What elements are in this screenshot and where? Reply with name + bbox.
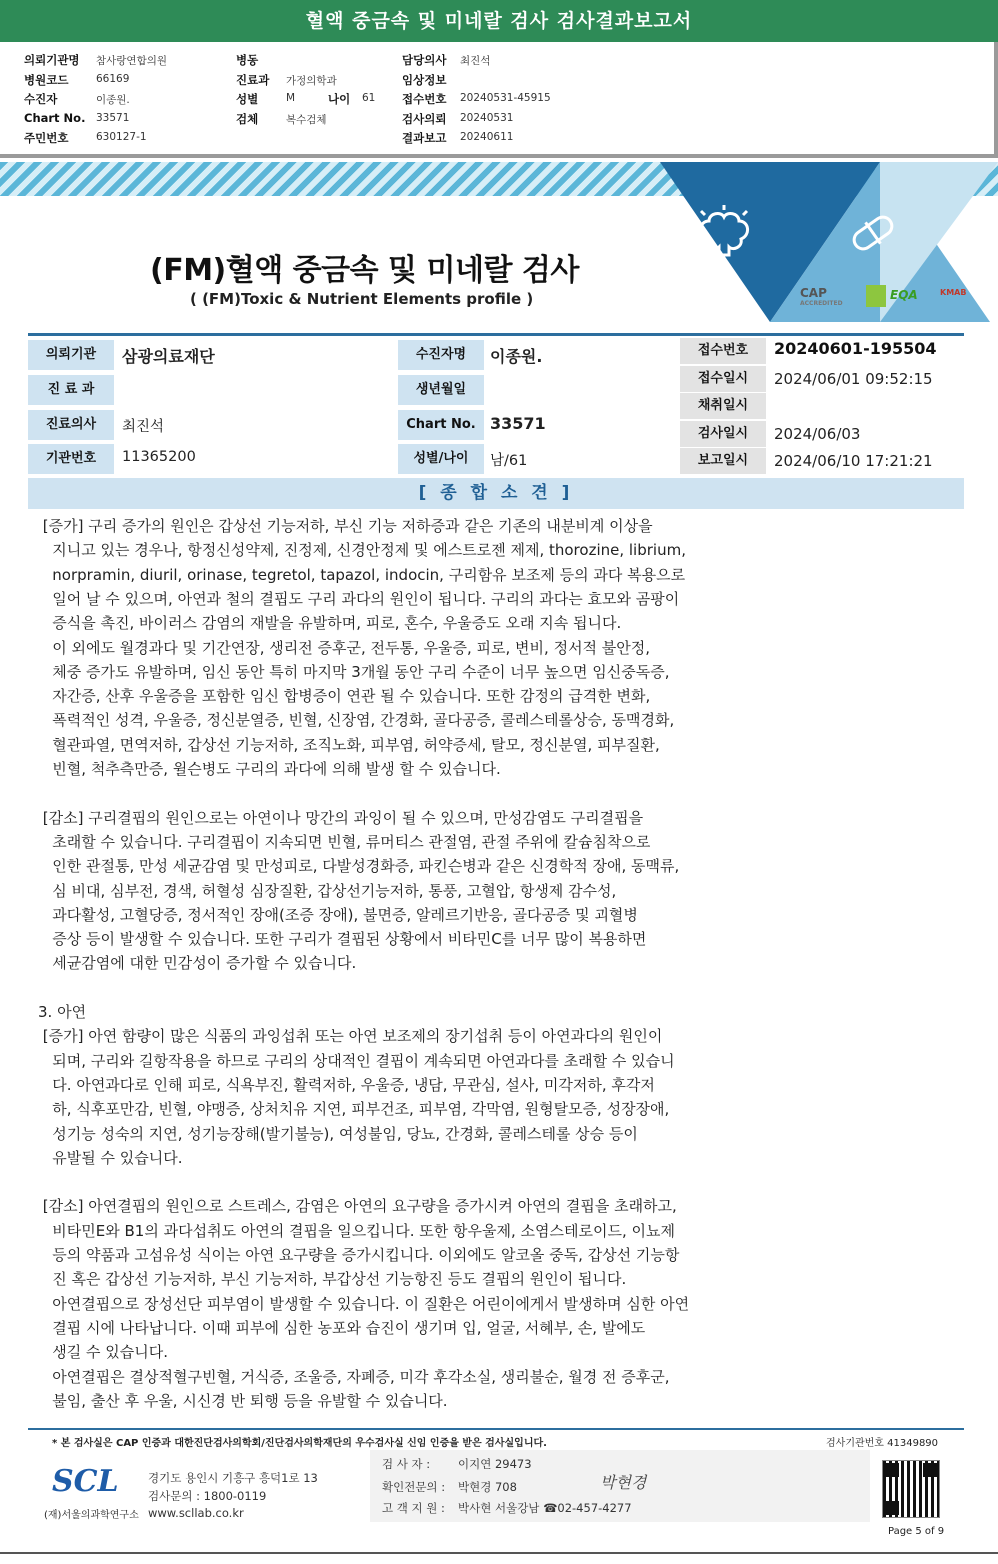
header-field-value: 20240611 — [460, 131, 514, 143]
chart-label: Chart No. — [398, 410, 484, 440]
doctor-value: 최진석 — [122, 419, 165, 435]
pill-icon — [848, 210, 898, 256]
header-field-value: 20240531 — [460, 111, 514, 124]
summary-text-line: 진 혹은 갑상선 기능저하, 부신 기능저하, 부갑상선 기능항진 등도 결핍의 원인이 됩니다. — [38, 1270, 627, 1289]
summary-text-line: 과다활성, 고혈당증, 정서적인 장애(조증 장애), 불면증, 알레르기반응, 골다공증 및 괴혈병 — [38, 905, 638, 924]
sexage-value: 남/61 — [490, 453, 528, 469]
receipt-no-value: 20240601-195504 — [774, 339, 937, 358]
report-date-value: 2024/06/10 17:21:21 — [774, 452, 933, 470]
test-date-value: 2024/06/03 — [774, 425, 861, 443]
summary-text-line: 되며, 구리와 길항작용을 하므로 구리의 상대적인 결핍이 계속되면 아연과다를 초래할 수 있습니 — [38, 1051, 675, 1070]
receipt-date-value: 2024/06/01 09:52:15 — [774, 370, 933, 388]
institution-value: 삼광의료재단 — [122, 347, 215, 366]
lab-number: 검사기관번호 41349890 — [826, 1438, 939, 1449]
scl-logo: SCL — [52, 1464, 119, 1499]
eqa-logo: EQA — [890, 288, 918, 302]
summary-text-line: 증상 등이 발생할 수 있습니다. 또한 구리가 결핍된 상황에서 비타민C를 너무 많이 복용하면 — [38, 930, 647, 949]
summary-text-line: 불임, 출산 후 우울, 시신경 반 퇴행 등을 유발할 수 있습니다. — [38, 1391, 448, 1410]
summary-text-line: 하, 식후포만감, 빈혈, 야맹증, 상처치유 지연, 피부건조, 피부염, 각막염, 원형탈모증, 성장장애, — [38, 1100, 670, 1119]
header-field-label: 결과보고 — [402, 131, 447, 145]
summary-text-line: [증가] 아연 함량이 많은 식품의 과잉섭취 또는 아연 보조제의 장기섭취 등이 아연과다의 원인이 — [38, 1027, 663, 1046]
header-field-value: 참사랑연합의원 — [96, 55, 168, 67]
header-field-value: M — [286, 92, 296, 104]
scl-name: (재)서울의과학연구소 — [44, 1510, 139, 1521]
header-field-label: 주민번호 — [24, 131, 69, 145]
header-field-label: 임상정보 — [402, 72, 447, 87]
header-field-label: 병동 — [236, 53, 259, 67]
support-value: 박사현 서울강남 ☎02-457-4277 — [458, 1501, 632, 1515]
receipt-date-label: 접수일시 — [680, 366, 766, 392]
info-table-rule — [28, 333, 964, 336]
summary-title: [ 종 합 소 견 ] — [418, 483, 574, 503]
summary-text-line: 등의 약품과 고섬유성 식이는 아연 요구량을 증가시킵니다. 이외에도 알코올 중독, 갑상선 기능항 — [38, 1246, 680, 1264]
summary-text-line: [감소] 구리결핍의 원인으로는 아연이나 망간의 과잉이 될 수 있으며, 만성감염도 구리결핍을 — [38, 808, 644, 827]
header-field-value: 복수검체 — [286, 113, 327, 126]
inst-no-label: 기관번호 — [28, 444, 114, 474]
cap-accredited-text: ACCREDITED — [800, 300, 843, 307]
summary-text-line: 결핍 시에 나타납니다. 이때 피부에 심한 농포와 습진이 생기며 입, 얼굴, 서혜부, 손, 발에도 — [38, 1318, 646, 1337]
header-field-label: 담당의사 — [402, 53, 447, 67]
header-field-label: 진료과 — [236, 72, 270, 87]
lm-logo — [866, 285, 886, 307]
dob-label: 생년월일 — [398, 375, 484, 405]
summary-text-line: 인한 관절통, 만성 세균감염 및 만성피로, 다발성경화증, 파킨슨병과 같은 신경학적 장애, 동맥류, — [38, 857, 680, 876]
header-field-label: 의뢰기관명 — [24, 53, 80, 67]
summary-text-line: 체중 증가도 유발하며, 임신 동안 특히 마지막 3개월 동안 구리 수준이 너무 높으면 임신중독증, — [38, 662, 670, 681]
cap-logo: CAP — [800, 286, 827, 300]
summary-text-line: 성기능 성숙의 지연, 성기능장해(발기불능), 여성불임, 당뇨, 간경화, 콜레스테롤 상승 등이 — [38, 1124, 638, 1143]
summary-text-line: 심 비대, 심부전, 경색, 허혈성 심장질환, 갑상선기능저하, 통풍, 고혈압, 항생제 감수성, — [38, 881, 617, 900]
signature: 박현경 — [600, 1473, 647, 1492]
page-bottom-rule — [0, 1552, 998, 1554]
summary-text-line: [감소] 아연결핍의 원인으로 스트레스, 감염은 아연의 요구량을 증가시켜 아연의 결핍을 초래하고, — [38, 1197, 677, 1216]
header-field-label: 수진자 — [24, 92, 58, 106]
page-title: (FM)혈액 중금속 및 미네랄 검사 — [150, 253, 579, 288]
header-field-label: Chart No. — [24, 110, 86, 125]
test-date-label: 검사일시 — [680, 421, 766, 447]
header-field-value: 최진석 — [460, 55, 491, 67]
page-number: Page 5 of 9 — [888, 1526, 945, 1537]
summary-text-line: 혈관파열, 면역저하, 갑상선 기능저하, 조직노화, 피부염, 허약증세, 탈모, 정신분열, 피부질환, — [38, 735, 660, 754]
header-field-value: 33571 — [96, 111, 130, 124]
accreditation-notice: * 본 검사실은 CAP 인증과 대한진단검사의학회/진단검사의학재단의 우수검사실 신임 인증을 받은 검사실입니다. — [52, 1438, 547, 1449]
summary-text-line: 지니고 있는 경우나, 항정신성약제, 진정제, 신경안정제 및 에스트로젠 제제, thorozine, librium, — [38, 541, 686, 560]
support-label: 고 객 지 원 : — [382, 1501, 445, 1515]
patient-value: 이종원. — [490, 347, 543, 366]
brain-icon — [693, 205, 755, 261]
header-field-label: 접수번호 — [402, 92, 447, 106]
page-subtitle: ( (FM)Toxic & Nutrient Elements profile ) — [190, 290, 534, 308]
summary-text-line: 폭력적인 성격, 우울증, 정신분열증, 빈혈, 신장염, 간경화, 골다공증, 콜레스테롤상승, 동맥경화, — [38, 711, 675, 730]
tester-label: 검 사 자 : — [382, 1457, 431, 1471]
patient-label: 수진자명 — [398, 340, 484, 370]
inst-no-value: 11365200 — [122, 449, 196, 465]
sexage-label: 성별/나이 — [398, 444, 484, 474]
age-value: 61 — [362, 92, 376, 104]
header-field-label: 검체 — [236, 111, 259, 126]
kmab-logo: KMAB — [940, 288, 967, 297]
tester-value: 이지연 29473 — [458, 1457, 532, 1471]
header-field-value: 66169 — [96, 72, 130, 85]
summary-text-line: [증가] 구리 증가의 원인은 갑상선 기능저하, 부신 기능 저하증과 같은 기존의 내분비계 이상을 — [38, 517, 653, 535]
header-field-label: 성별 — [236, 92, 259, 106]
report-date-label: 보고일시 — [680, 448, 766, 474]
summary-text-line: 일어 날 수 있으며, 아연과 철의 결핍도 구리 과다의 원인이 됩니다. 구리의 과다는 효모와 곰팡이 — [38, 589, 680, 608]
specialist-label: 확인전문의 : — [382, 1480, 446, 1494]
summary-text-line: 유발될 수 있습니다. — [38, 1148, 183, 1167]
summary-text-line: 초래할 수 있습니다. 구리결핍이 지속되면 빈혈, 류머티스 관절염, 관절 주위에 칼슘침착으로 — [38, 832, 651, 851]
chart-value: 33571 — [490, 414, 546, 433]
report-banner-title: 혈액 중금속 및 미네랄 검사 검사결과보고서 — [305, 10, 693, 32]
header-field-label: 검사의뢰 — [402, 111, 447, 126]
dept-label: 진 료 과 — [28, 375, 114, 405]
institution-label: 의뢰기관 — [28, 340, 114, 370]
summary-text-line: 아연결핍은 결상적혈구빈혈, 거식증, 조울증, 자폐증, 미각 후각소실, 생리불순, 월경 전 증후군, — [38, 1367, 670, 1386]
receipt-no-label: 접수번호 — [680, 338, 766, 364]
summary-text-line: 이 외에도 월경과다 및 기간연장, 생리전 증후군, 전두통, 우울증, 피로, 변비, 정서적 불안정, — [38, 638, 651, 657]
lab-address: 경기도 용인시 기흥구 흥덕1로 13 — [148, 1471, 318, 1485]
header-field-value: 가정의학과 — [286, 74, 337, 87]
summary-text-line: 빈혈, 척추측만증, 윌슨병도 구리의 과다에 의해 발생 할 수 있습니다. — [38, 760, 501, 778]
specialist-value: 박현경 708 — [458, 1480, 517, 1494]
summary-text-line: 다. 아연과다로 인해 피로, 식욕부진, 활력저하, 우울증, 냉담, 무관심, 설사, 미각저하, 후각저 — [38, 1075, 655, 1094]
footer-rule — [28, 1428, 964, 1430]
summary-text-line: 비타민E와 B1의 과다섭취도 아연의 결핍을 일으킵니다. 또한 항우울제, 소염스테로이드, 이뇨제 — [38, 1221, 675, 1240]
age-label: 나이 — [328, 92, 351, 106]
lab-website: www.scllab.co.kr — [148, 1506, 244, 1520]
doctor-label: 진료의사 — [28, 410, 114, 440]
qr-code-icon — [882, 1460, 940, 1518]
header-field-value: 이종원. — [96, 94, 130, 106]
summary-text-line: 아연결핍으로 장성선단 피부염이 발생할 수 있습니다. 이 질환은 어린이에게서 발생하며 심한 아연 — [38, 1294, 690, 1313]
lab-phone: 검사문의 : 1800-0119 — [148, 1489, 267, 1503]
summary-text-line: 3. 아연 — [38, 1003, 87, 1021]
summary-text-line: 증식을 촉진, 바이러스 감염의 재발을 유발하며, 피로, 혼수, 우울증도 오래 지속 됩니다. — [38, 614, 622, 633]
summary-text-line: 생길 수 있습니다. — [38, 1343, 169, 1362]
summary-text-line: norpramin, diuril, orinase, tegretol, tapazol, indocin, 구리함유 보조제 등의 과다 복용으로 — [38, 565, 686, 584]
header-field-label: 병원코드 — [24, 72, 69, 87]
summary-text-line: 자간증, 산후 우울증을 포함한 임신 합병증이 연관 될 수 있습니다. 또한 감정의 급격한 변화, — [38, 687, 651, 706]
collect-label: 채취일시 — [680, 393, 766, 419]
header-field-value: 20240531-45915 — [460, 92, 551, 104]
summary-text-line: 세균감염에 대한 민감성이 증가할 수 있습니다. — [38, 954, 357, 973]
header-field-value: 630127-1 — [96, 131, 147, 143]
